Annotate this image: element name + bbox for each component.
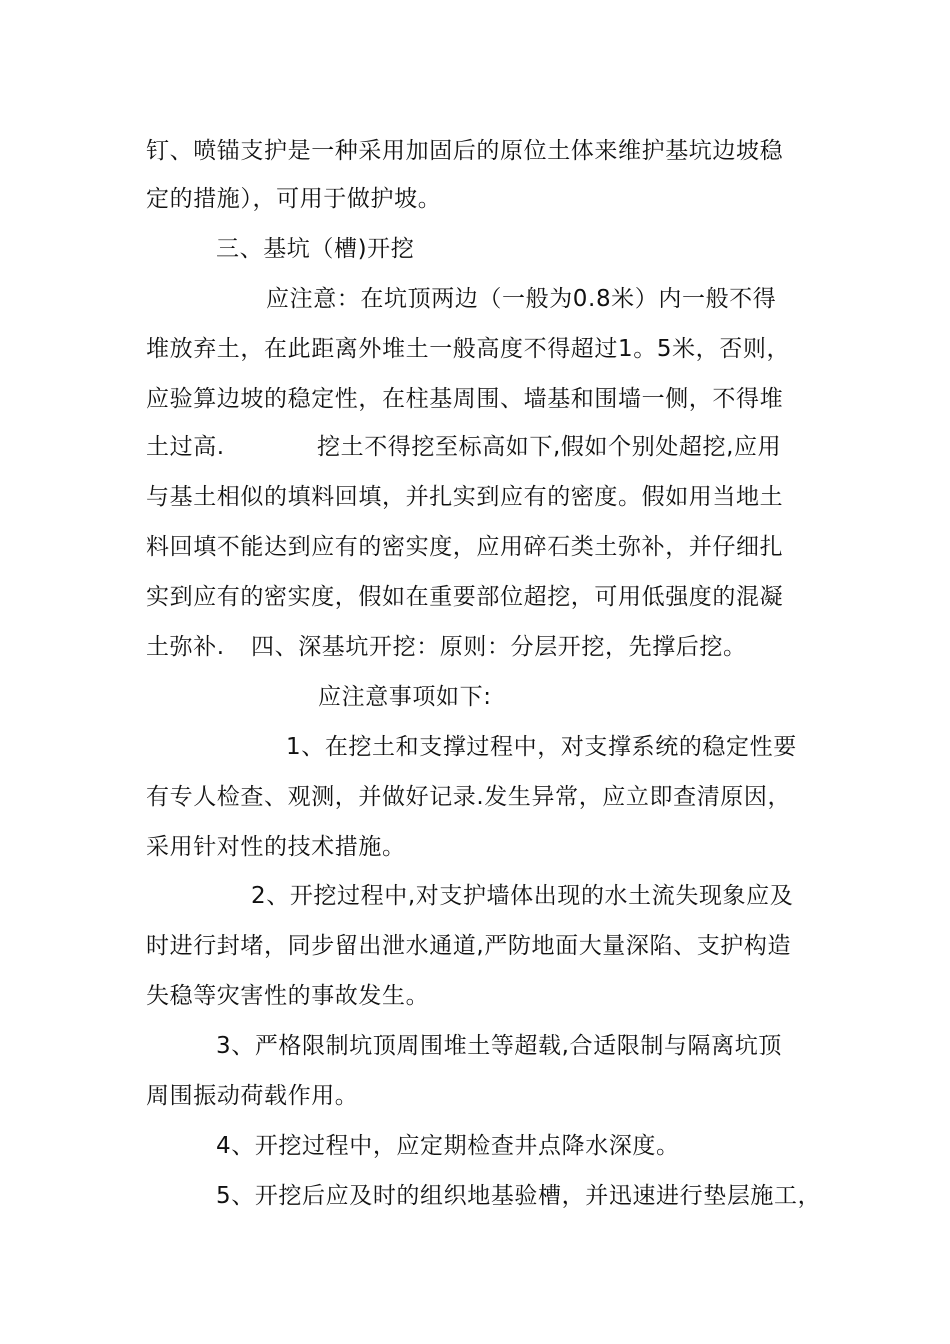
text-line: 挖土不得挖至标高如下,假如个别处超挖,应用 (317, 434, 782, 460)
text-line: 土弥补. (146, 634, 225, 660)
section-heading: 三、基坑（槽)开挖 (216, 236, 415, 262)
list-item: 3、严格限制坑顶周围堆土等超载,合适限制与隔离坑顶 (216, 1033, 782, 1059)
text-line: 定的措施），可用于做护坡。 (146, 186, 442, 212)
text-line: 周围振动荷载作用。 (146, 1083, 359, 1109)
text-line: 钉、喷锚支护是一种采用加固后的原位土体来维护基坑边坡稳 (146, 138, 784, 164)
text-line: 时进行封堵，同步留出泄水通道,严防地面大量深陷、支护构造 (146, 933, 792, 959)
list-item: 5、开挖后应及时的组织地基验槽，并迅速进行垫层施工， (216, 1183, 822, 1209)
text-line: 采用针对性的技术措施。 (146, 834, 406, 860)
text-line: 失稳等灾害性的事故发生。 (146, 983, 430, 1009)
text-line: 应验算边坡的稳定性，在柱基周围、墙基和围墙一侧，不得堆 (146, 386, 784, 412)
list-item: 4、开挖过程中，应定期检查井点降水深度。 (216, 1133, 680, 1159)
section-heading: 四、深基坑开挖：原则：分层开挖，先撑后挖。 (251, 634, 747, 660)
text-line: 应注意事项如下: (318, 684, 492, 710)
text-line: 应注意：在坑顶两边（一般为0.8米）内一般不得 (266, 286, 777, 312)
text-line: 与基土相似的填料回填，并扎实到应有的密度。假如用当地土 (146, 484, 784, 510)
list-item: 1、在挖土和支撑过程中，对支撑系统的稳定性要 (286, 734, 797, 760)
text-line: 土过高. (146, 434, 225, 460)
text-line: 料回填不能达到应有的密实度，应用碎石类土弥补，并仔细扎 (146, 534, 784, 560)
text-line: 堆放弃土，在此距离外堆土一般高度不得超过1。5米，否则， (146, 336, 791, 362)
list-item: 2、开挖过程中,对支护墙体出现的水土流失现象应及 (251, 883, 794, 909)
text-line: 实到应有的密实度，假如在重要部位超挖，可用低强度的混凝 (146, 584, 784, 610)
text-line: 有专人检查、观测，并做好记录.发生异常，应立即查清原因， (146, 784, 792, 810)
